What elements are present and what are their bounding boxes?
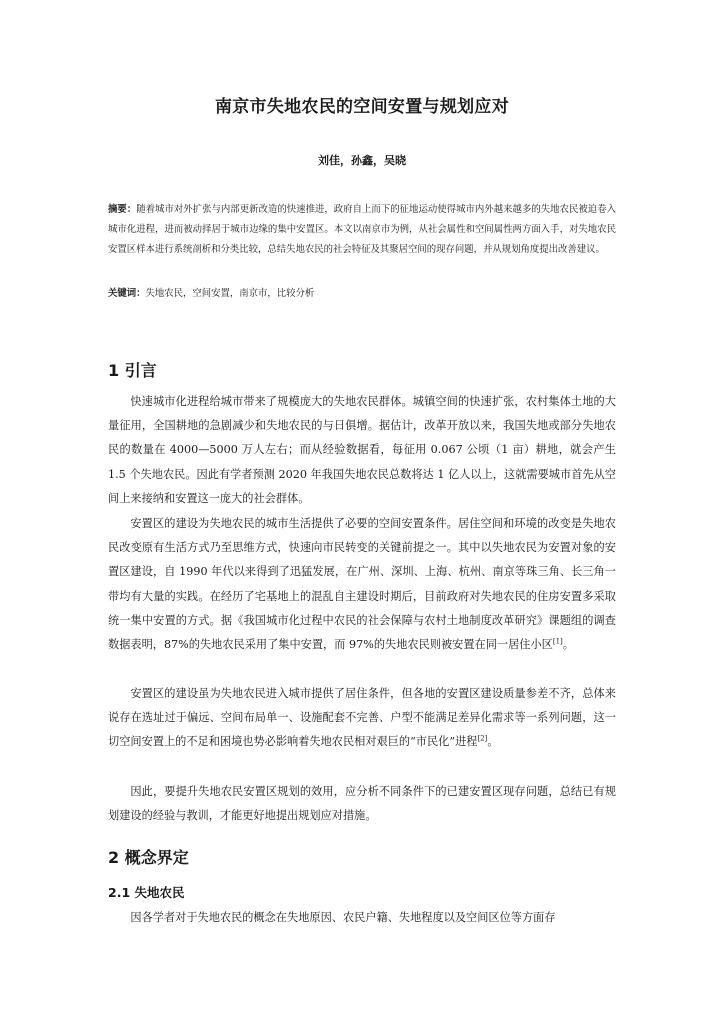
section-1-paragraph-1: 快速城市化进程给城市带来了规模庞大的失地农民群体。城镇空间的快速扩张，农村集体土地的大量征用，全国耕地的急剧减少和失地农民的与日俱增。据估计，改革开放以来，我国失地或部分失地农民的数量在 4000—5000 万人左右；而从经验数据看，每征用 0.067 公顷（1 亩）耕地，就会产生 1.5 个失地农民。因此有学者预测 2020 年我国失地农民总数将达 1 亿人以上，这就需要城市首先从空间上来接纳和安置这一庞大的社会群体。 (108, 395, 616, 505)
abstract (108, 200, 616, 260)
section-1-paragraph-3 (108, 682, 616, 755)
citation-1[interactable]: [1] (552, 637, 563, 646)
section-2-1-paragraph-1: 因各学者对于失地农民的概念在失地原因、农民户籍、失地程度以及空间区位等方面存 (130, 911, 556, 924)
paper-title: 南京市失地农民的空间安置与规划应对 (214, 97, 510, 117)
paper-authors: 刘佳，孙鑫，吴晓 (318, 154, 406, 167)
section-1-paragraph-3-end: 。 (487, 735, 499, 749)
section-1-paragraph-2-text: 安置区的建设为失地农民的城市生活提供了必要的空间安置条件。居住空间和环境的改变是失地农民改变原有生活方式乃至思维方式，快速向市民转变的关键前提之一。其中以失地农民为安置对象的安置区建设，自 1990 年代以来得到了迅猛发展，在广州、深圳、上海、杭州、南京等珠三角、长三角一带均有大量的实践。在经历了宅基地上的混乱自主建设时期后，目前政府对失地农民的住房安置多采取统一集中安置的方式。据《我国城市化过程中农民的社会保障与农村土地制度改革研究》课题组的调查数据表明，87%的失地农民采用了集中安置，而 97%的失地农民则被安置在同一居住小区 (108, 517, 616, 652)
abstract-label: 摘要： (108, 204, 137, 215)
section-1-paragraph-2 (108, 512, 616, 657)
section-2-heading: 2 概念界定 (108, 848, 189, 867)
section-1-paragraph-4: 因此，要提升失地农民安置区规划的效用，应分析不同条件下的已建安置区现存问题，总结已有规划建设的经验与教训，才能更好地提出规划应对措施。 (108, 785, 616, 823)
citation-2[interactable]: [2] (477, 734, 488, 743)
keywords (108, 286, 616, 302)
section-1-paragraph-2-end: 。 (562, 638, 574, 652)
abstract-text: 随着城市对外扩张与内部更新改造的快速推进，政府自上而下的征地运动使得城市内外越来越多的失地农民被迫卷入城市化进程，进而被动择居于城市边缘的集中安置区。本文以南京市为例，从社会属性和空间属性两方面入手，对失地农民安置区样本进行系统剖析和分类比较，总结失地农民的社会特征及其聚居空间的现存问题，并从规划角度提出改善建议。 (108, 204, 616, 255)
section-2-1-heading: 2.1 失地农民 (108, 885, 185, 900)
section-1-heading: 1 引言 (108, 361, 157, 380)
keywords-label: 关键词： (108, 288, 146, 299)
keywords-text: 失地农民，空间安置，南京市，比较分析 (145, 288, 315, 299)
section-1-paragraph-3-text: 安置区的建设虽为失地农民进入城市提供了居住条件，但各地的安置区建设质量参差不齐，总体来说存在选址过于偏远、空间布局单一、设施配套不完善、户型不能满足差异化需求等一系列问题，这一切空间安置上的不足和困境也势必影响着失地农民相对艰巨的“市民化”进程 (108, 687, 616, 749)
